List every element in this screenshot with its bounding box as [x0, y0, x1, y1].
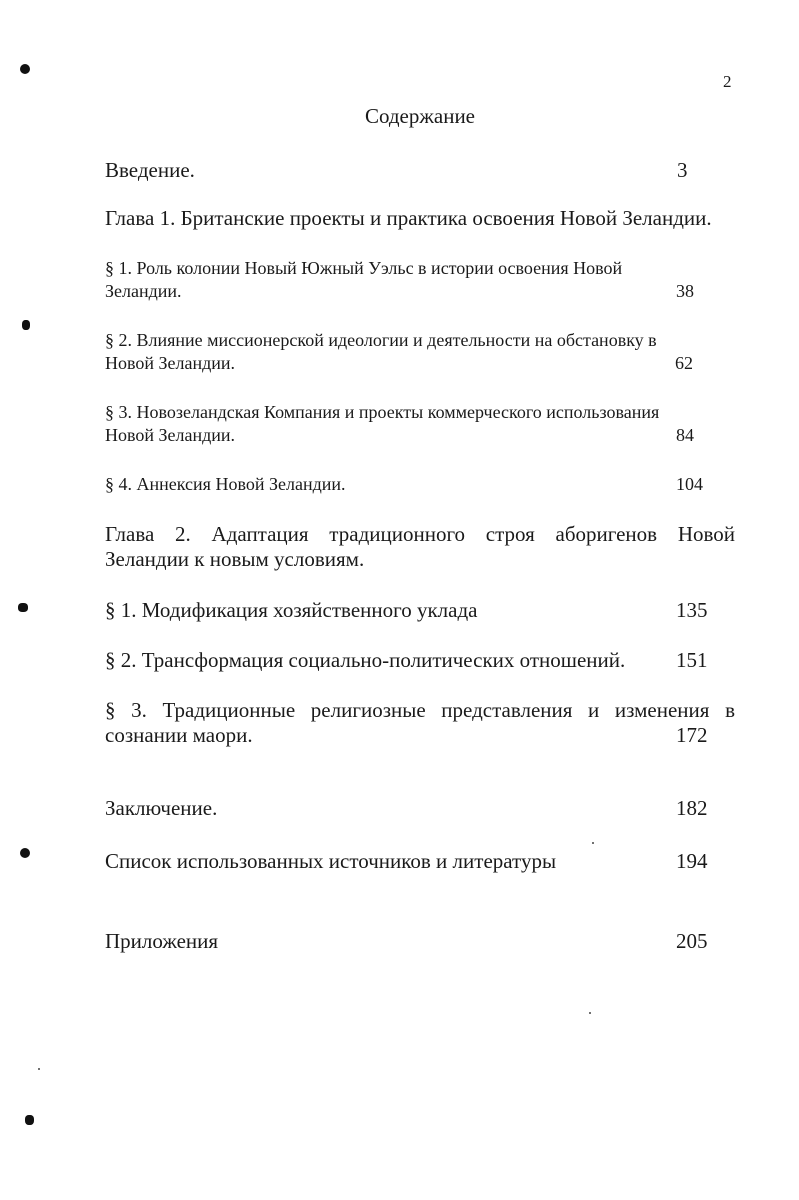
scan-mark [20, 64, 30, 74]
toc-entry-text: Список использованных источников и литературы [105, 849, 557, 873]
toc-entry-text-cont: сознании маори. [105, 723, 253, 747]
toc-entry-text-cont: Новой Зеландии. [105, 425, 236, 445]
toc-entry-page: 151 [676, 648, 708, 672]
scan-speck [592, 842, 594, 844]
toc-entry-page: 194 [676, 849, 708, 873]
scan-speck [38, 1068, 40, 1070]
toc-entry-text: § 2. Трансформация социально-политических отношений. [105, 648, 626, 672]
toc-entry-text: § 3. Традиционные религиозные представления и изменения в [105, 698, 735, 722]
toc-chapter-title: Глава 1. Британские проекты и практика освоения Новой Зеландии. [105, 206, 712, 230]
scan-mark [25, 1115, 34, 1125]
toc-entry-text: § 3. Новозеландская Компания и проекты коммерческого использования [105, 402, 660, 422]
toc-entry-text: § 1. Модификация хозяйственного уклада [105, 598, 478, 622]
toc-entry-text-cont: Новой Зеландии. [105, 353, 236, 373]
scan-speck [589, 1012, 591, 1014]
toc-entry-page: 135 [676, 598, 708, 622]
toc-entry-page: 182 [676, 796, 708, 820]
scan-mark [20, 848, 30, 858]
scan-mark [22, 320, 30, 330]
toc-entry-page: 3 [677, 158, 688, 182]
toc-chapter-title: Глава 2. Адаптация традиционного строя аборигенов Новой [105, 522, 735, 546]
toc-entry-page: 205 [676, 929, 708, 953]
page-number: 2 [723, 72, 732, 91]
toc-entry-page: 62 [675, 353, 693, 373]
toc-entry-text: Приложения [105, 929, 219, 953]
toc-entry-page: 38 [676, 281, 694, 301]
toc-entry-page: 104 [676, 474, 703, 494]
toc-entry-text: § 4. Аннексия Новой Зеландии. [105, 474, 346, 494]
toc-entry-text: § 1. Роль колонии Новый Южный Уэльс в истории освоения Новой [105, 258, 623, 278]
toc-entry-text: Введение. [105, 158, 195, 182]
scan-mark [18, 603, 28, 612]
page-title: Содержание [364, 104, 476, 128]
toc-entry-text-cont: Зеландии. [105, 281, 182, 301]
toc-entry-page: 172 [676, 723, 708, 747]
toc-entry-page: 84 [676, 425, 694, 445]
toc-entry-text: § 2. Влияние миссионерской идеологии и деятельности на обстановку в [105, 330, 657, 350]
toc-chapter-title-cont: Зеландии к новым условиям. [105, 547, 365, 571]
toc-entry-text: Заключение. [105, 796, 218, 820]
